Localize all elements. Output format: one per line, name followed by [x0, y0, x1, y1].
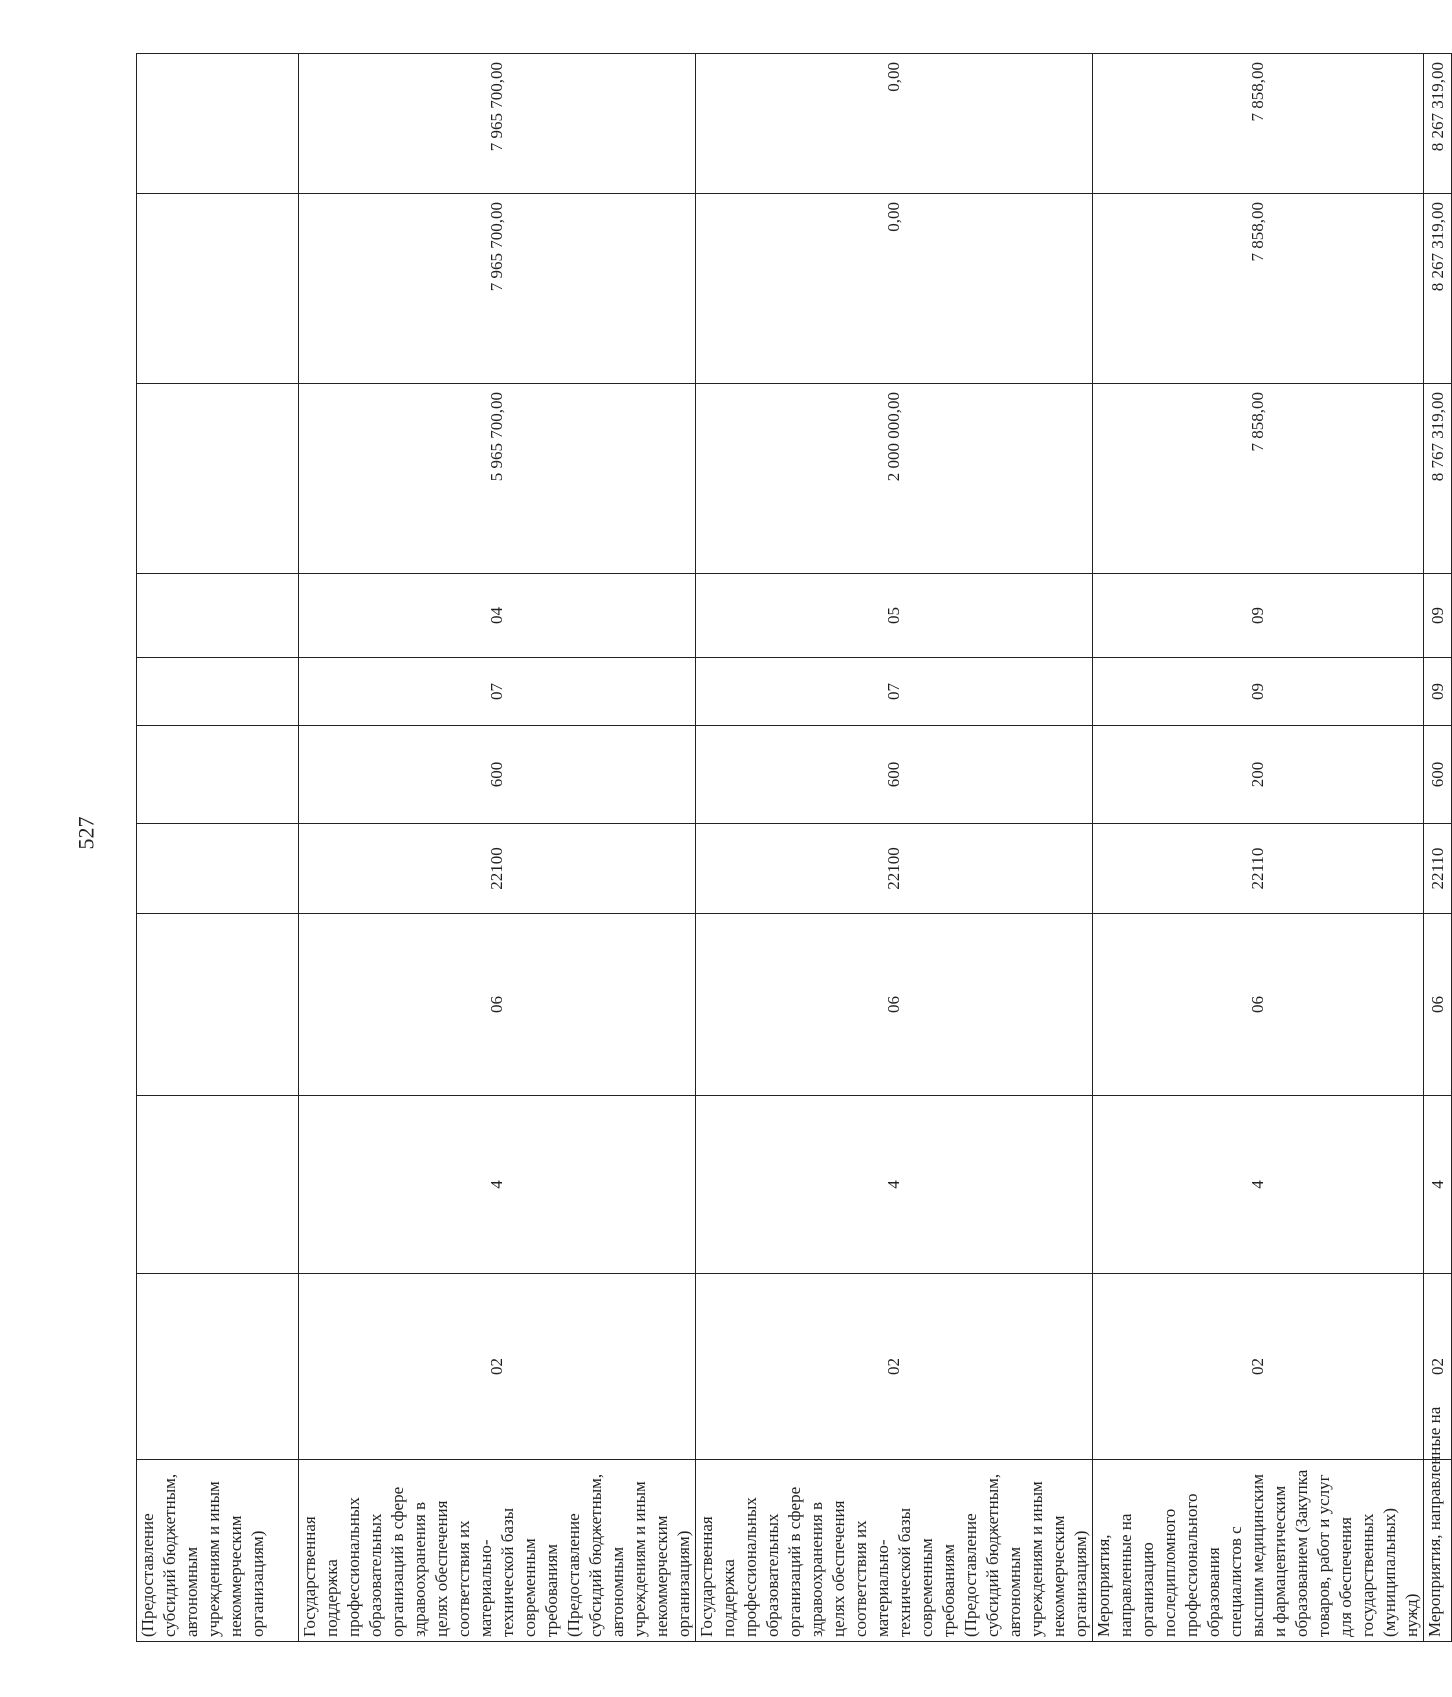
- program-code-cell: 02: [299, 1274, 696, 1460]
- main-activity-code-cell: 06: [696, 914, 1093, 1096]
- program-code-cell: 02: [696, 1274, 1093, 1460]
- subprogram-code-cell: [137, 1096, 299, 1274]
- expense-type-cell: [137, 726, 299, 824]
- subsection-cell: [137, 574, 299, 658]
- main-activity-code-cell: 06: [1424, 914, 1452, 1096]
- program-code-cell: 02: [1424, 1274, 1452, 1460]
- direction-code-cell: 22110: [1424, 824, 1452, 914]
- amount-year2-cell: 7 858,00: [1093, 194, 1424, 384]
- expense-type-cell: 200: [1093, 726, 1424, 824]
- row-description: Государственная поддержка профессиональных образовательных организаций в сфере здравоохранения в целях обеспечения соответствия их материально-технической базы современным требованиям (Предоставление субсидий бюджетным, автономным учреждениям и иным некоммерческим организациям): [696, 1460, 1093, 1642]
- table-row: [1093, 54, 1424, 1642]
- section-cell: 09: [1424, 658, 1452, 726]
- subsection-cell: 04: [299, 574, 696, 658]
- page-number-wrap: [70, 816, 110, 860]
- expense-type-cell: 600: [1424, 726, 1452, 824]
- table-row: [696, 54, 1093, 1642]
- direction-code-cell: 22100: [299, 824, 696, 914]
- expense-type-cell: 600: [696, 726, 1093, 824]
- section-cell: [137, 658, 299, 726]
- amount-year3-cell: 7 858,00: [1093, 54, 1424, 194]
- amount-year2-cell: [137, 194, 299, 384]
- program-code-cell: [137, 1274, 299, 1460]
- row-description: Государственная поддержка профессиональных образовательных организаций в сфере здравоохранения в целях обеспечения соответствия их материально-технической базы современным требованиям (Предоставление субсидий бюджетным, автономным учреждениям и иным некоммерческим организациям): [299, 1460, 696, 1642]
- amount-year3-cell: [137, 54, 299, 194]
- subprogram-code-cell: 4: [1424, 1096, 1452, 1274]
- table-row: [137, 54, 299, 1642]
- page-number: 527: [73, 816, 99, 850]
- budget-table: [136, 53, 1452, 1642]
- subprogram-code-cell: 4: [299, 1096, 696, 1274]
- main-activity-code-cell: 06: [299, 914, 696, 1096]
- table-row: [1424, 54, 1452, 1642]
- subsection-cell: 09: [1093, 574, 1424, 658]
- section-cell: 07: [696, 658, 1093, 726]
- budget-table-sheet: [136, 54, 1447, 1642]
- section-cell: 09: [1093, 658, 1424, 726]
- amount-year3-cell: 8 267 319,00: [1424, 54, 1452, 194]
- amount-year3-cell: 0,00: [696, 54, 1093, 194]
- amount-year2-cell: 8 267 319,00: [1424, 194, 1452, 384]
- amount-year2-cell: 7 965 700,00: [299, 194, 696, 384]
- section-cell: 07: [299, 658, 696, 726]
- main-activity-code-cell: [137, 914, 299, 1096]
- subprogram-code-cell: 4: [696, 1096, 1093, 1274]
- amount-year3-cell: 7 965 700,00: [299, 54, 696, 194]
- program-code-cell: 02: [1093, 1274, 1424, 1460]
- amount-year1-cell: 5 965 700,00: [299, 384, 696, 574]
- table-row: [299, 54, 696, 1642]
- direction-code-cell: 22110: [1093, 824, 1424, 914]
- amount-year1-cell: [137, 384, 299, 574]
- direction-code-cell: [137, 824, 299, 914]
- amount-year1-cell: 8 767 319,00: [1424, 384, 1452, 574]
- row-description: Мероприятия, направленные на: [1424, 1460, 1452, 1642]
- amount-year2-cell: 0,00: [696, 194, 1093, 384]
- amount-year1-cell: 7 858,00: [1093, 384, 1424, 574]
- row-description: Мероприятия, направленные на организацию последипломного профессионального образования специалистов с высшим медицинским и фармацевтическим образованием (Закупка товаров, работ и услуг для обеспечения государственных (муниципальных) нужд): [1093, 1460, 1424, 1642]
- expense-type-cell: 600: [299, 726, 696, 824]
- subprogram-code-cell: 4: [1093, 1096, 1424, 1274]
- row-description: (Предоставление субсидий бюджетным, автономным учреждениям и иным некоммерческим организациям): [137, 1460, 299, 1642]
- direction-code-cell: 22100: [696, 824, 1093, 914]
- subsection-cell: 05: [696, 574, 1093, 658]
- main-activity-code-cell: 06: [1093, 914, 1424, 1096]
- subsection-cell: 09: [1424, 574, 1452, 658]
- amount-year1-cell: 2 000 000,00: [696, 384, 1093, 574]
